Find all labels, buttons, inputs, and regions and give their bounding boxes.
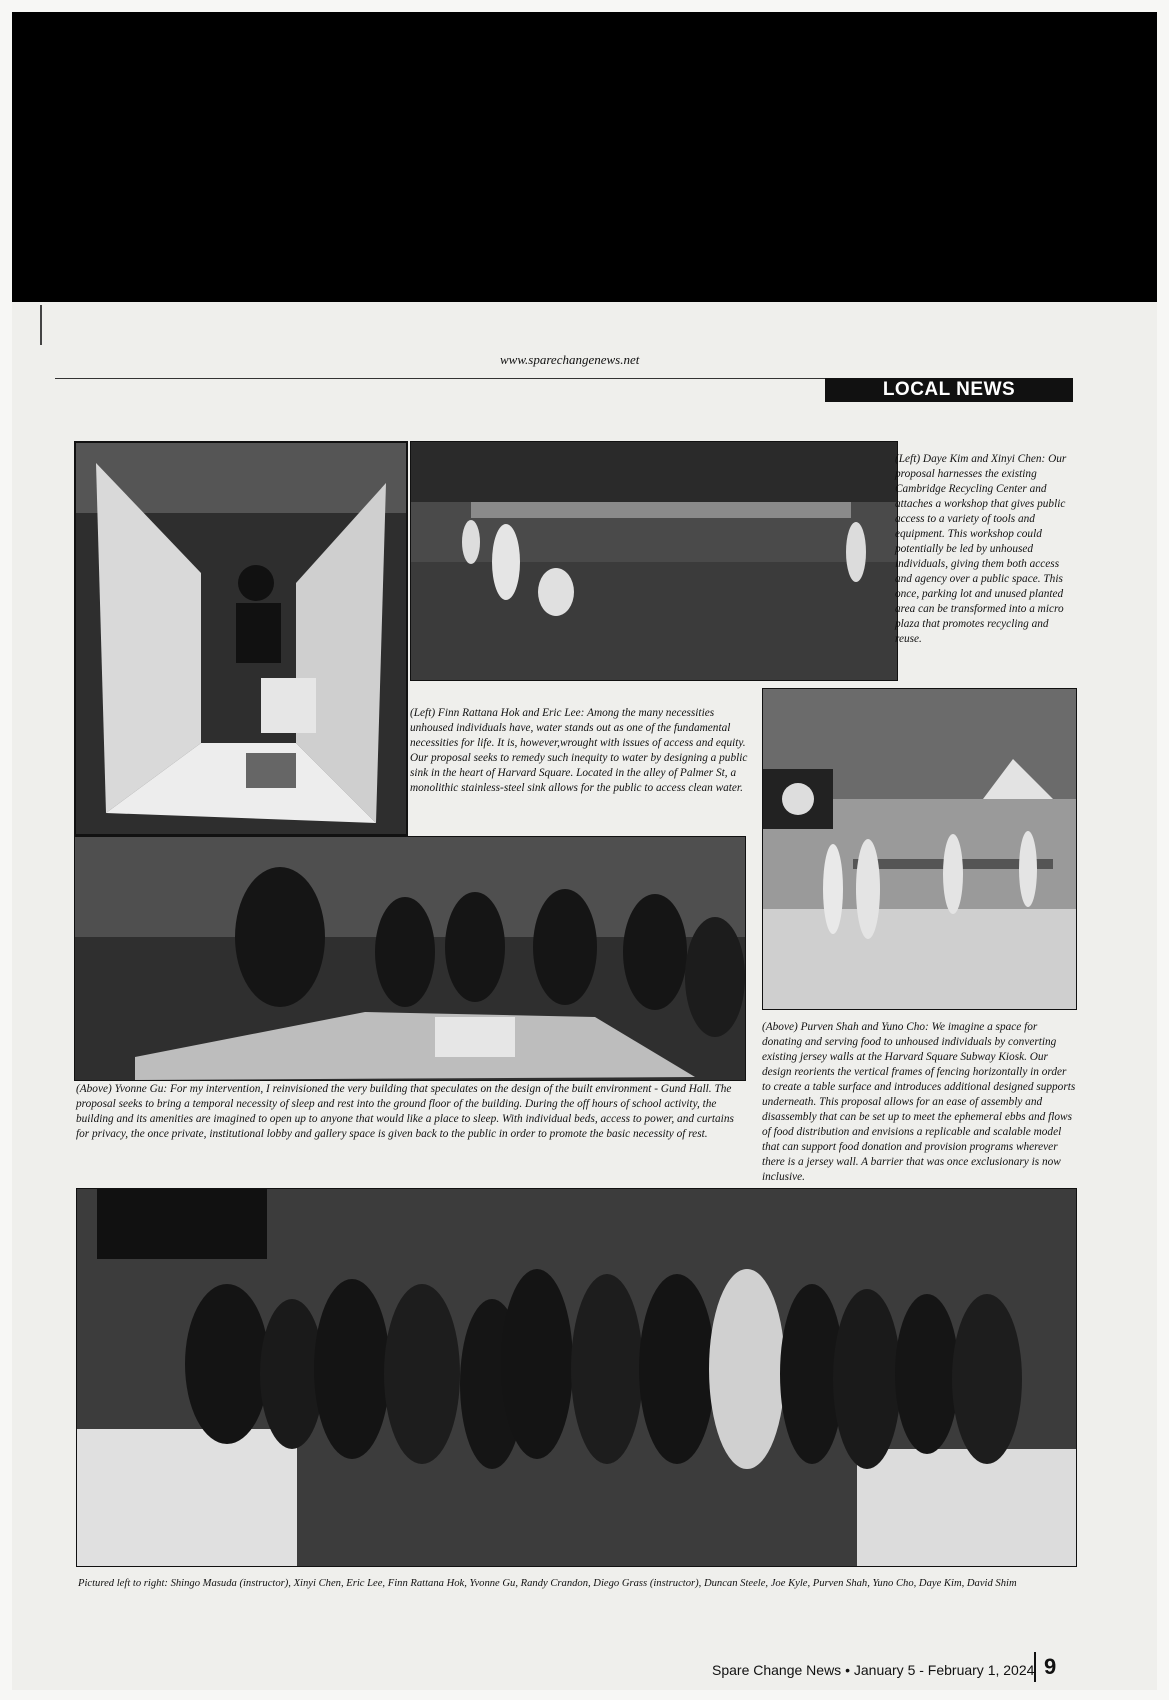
redacted-black-area: [12, 12, 1157, 302]
caption-group: Pictured left to right: Shingo Masuda (instructor), Xinyi Chen, Eric Lee, Finn Rattana Hok, Yvonne Gu, Randy Crandon, Diego Grass (instructor), Duncan Steele, Joe Kyle, Purven Shah, Yuno Cho, Daye Kim, David Shim: [78, 1578, 1017, 1589]
caption-gu: (Above) Yvonne Gu: For my intervention, I reinvisioned the very building that speculates on the design of the built environment - Gund Hall. The proposal seeks to bring a temporal necessity of sleep and rest into the ground floor of the building. During the off hours of school activity, the building and its amenities are imagined to open up to anyone that would like a place to sleep. With individual beds, access to power, and curtains for privacy, the once private, institutional lobby and gallery space is given back to the public in order to promote the basic necessity of rest.: [76, 1083, 734, 1140]
photo-recycling-plaza-model: [410, 441, 898, 681]
footer-publication: Spare Change News • January 5 - February 1, 2024: [712, 1662, 1035, 1678]
caption-hok-lee: (Left) Finn Rattana Hok and Eric Lee: Among the many necessities unhoused individuals have, water stands out as one of the fundamental necessities for life. It is, however,wrought with issues of access and equity. Our proposal seeks to remedy such inequity to water by designing a public sink in the heart of Harvard Square. Located in the alley of Palmer St, a monolithic stainless-steel sink allows for the public to access clean water.: [410, 707, 748, 794]
section-heading: LOCAL NEWS: [825, 378, 1073, 402]
page-fold-mark: [40, 305, 42, 345]
photo-presentation: [74, 836, 746, 1081]
photo-alley-model: [74, 441, 408, 836]
page-number: 9: [1034, 1652, 1056, 1682]
caption-shah-cho: (Above) Purven Shah and Yuno Cho: We imagine a space for donating and serving food to unhoused individuals by converting existing jersey walls at the Harvard Square Subway Kiosk. Our design reorients the vertical frames of fencing horizontally in order to create a table surface and introduces additional designed supports underneath. This proposal allows for an ease of assembly and disassembly that can be set up to meet the ephemeral ebbs and flows of food distribution and envisions a replicable and scalable model that can support food donation and provision programs wherever there is a jersey wall. A barrier that was once exclusionary is now inclusive.: [762, 1021, 1076, 1183]
photo-group: [76, 1188, 1077, 1567]
website-url: www.sparechangenews.net: [500, 352, 640, 367]
photo-food-table-model: [762, 688, 1077, 1010]
caption-kim-chen: (Left) Daye Kim and Xinyi Chen: Our proposal harnesses the existing Cambridge Recycling Center and attaches a workshop that gives public access to a variety of tools and equipment. This workshop could potentially be led by unhoused individuals, giving them both access and agency over a public space. This once, parking lot and unused planted area can be transformed into a micro plaza that promotes recycling and reuse.: [895, 453, 1067, 645]
